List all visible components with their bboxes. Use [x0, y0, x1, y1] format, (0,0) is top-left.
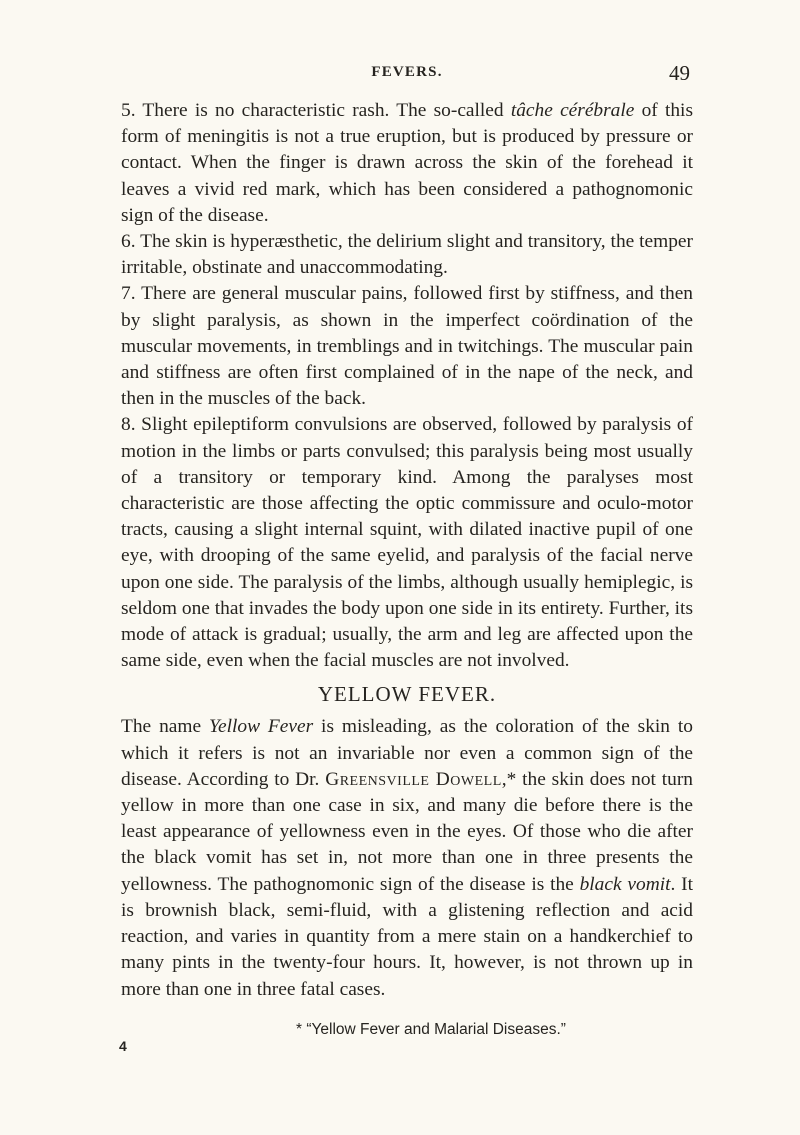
- yellow-fever-paragraph: [121, 714, 693, 1002]
- running-head: [124, 61, 690, 92]
- italic-term: black vomit: [579, 873, 671, 895]
- running-title: FEVERS.: [371, 64, 443, 80]
- section-heading: YELLOW FEVER.: [317, 682, 497, 707]
- signature-mark: 4: [119, 1038, 127, 1054]
- paragraph-text: ,* the skin does not turn yellow in more than one case in six, and many die before there is the least appearance of yellowness even in the eyes. Of those who die after the black vomit has set in, not more than one in three presents the yellowness. The pathognomonic sign of the disease is the: [121, 768, 693, 895]
- paragraph-text: of this form of meningitis is not a true eruption, but is produced by pressure or contact. When the finger is drawn across the skin of the forehead it leaves a vivid red mark, which has been considered a pathognomonic sign of the disease.: [121, 100, 693, 226]
- paragraph-item-5: [121, 98, 693, 229]
- paragraph-text: . It is brownish black, semi-fluid, with a glistening reflection and acid reaction, and varies in quantity from a mere stain on a handkerchief to many pints in the twenty-four hours. It, however, is not thrown up in more than one in three fatal cases.: [121, 873, 693, 1000]
- author-name: Greensville Dowell: [325, 768, 502, 790]
- page-number: 49: [669, 61, 690, 85]
- paragraph-text: is misleading, as the coloration of the skin to which it refers is not an invariable nor even a common sign of the disease. According to Dr.: [121, 716, 693, 790]
- paragraph-item-7: 7. There are general muscular pains, followed first by stiffness, and then by slight paralysis, as shown in the imperfect coördination of the muscular movements, in tremblings and in twitchings. The muscular pain and stiffness are often first complained of in the nape of the neck, and then in the muscles of the back.: [121, 283, 693, 410]
- footnote-area: [296, 1021, 696, 1043]
- body-text: [121, 98, 693, 1003]
- paragraph-text: The name: [121, 716, 209, 738]
- footnote: * “Yellow Fever and Malarial Diseases.”: [296, 1021, 566, 1038]
- paragraph-text: 5. There is no characteristic rash. The so-called: [121, 100, 511, 121]
- italic-term: Yellow Fever: [208, 716, 314, 738]
- italic-term: tâche cérébrale: [510, 100, 635, 121]
- paragraph-item-8: 8. Slight epileptiform convulsions are observed, followed by paralysis of motion in the limbs or parts convulsed; this paralysis being most usually of a transitory or temporary kind. Among the paralyses most characteristic are those affecting the optic commissure and oculo-motor tracts, causing a slight internal squint, with dilated inactive pupil of one eye, with drooping of the same eyelid, and paralysis of the facial nerve upon one side. The paralysis of the limbs, although usually hemiplegic, is seldom one that invades the body upon one side in its entirety. Further, its mode of attack is gradual; usually, the arm and leg are affected upon the same side, even when the facial muscles are not involved.: [121, 414, 693, 672]
- paragraph-item-6: 6. The skin is hyperæsthetic, the delirium slight and transitory, the temper irritable, obstinate and unaccommodating.: [121, 231, 693, 279]
